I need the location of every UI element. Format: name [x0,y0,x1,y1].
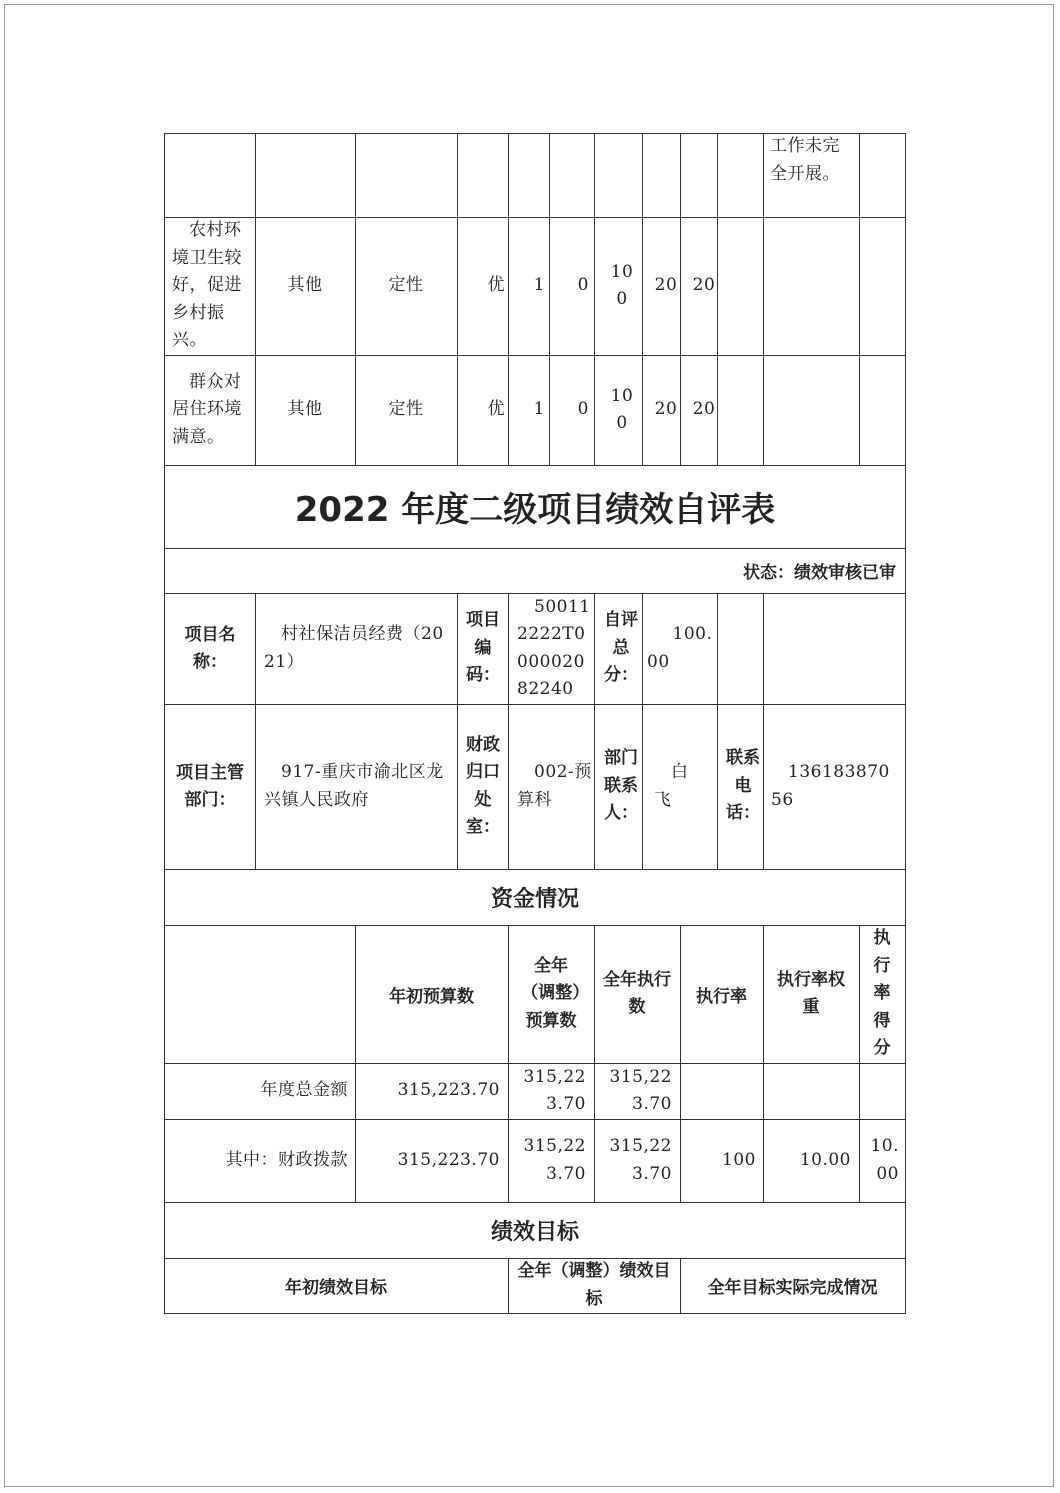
project-code-label: 项目编码： [466,610,500,686]
dept-label: 项目主管部门： [176,762,244,810]
goals-section-title: 绩效目标 [490,1219,579,1245]
funds-row-score: 10.00 [870,1136,899,1184]
funds-row-rate: 100 [722,1149,756,1170]
office-value: 002-预算科 [517,762,592,810]
funds-header-rate: 执行率 [696,986,747,1007]
indicator-col-1: 1 [533,275,545,296]
goals-header-initial: 年初绩效目标 [285,1278,387,1298]
goals-header-actual: 全年目标实际完成情况 [707,1278,878,1298]
funds-row-executed: 315,223.70 [609,1136,672,1184]
funds-header-adjusted: 全年（调整）预算数 [521,955,581,1031]
office-label: 财政归口处室： [466,734,500,837]
row0-remark [770,133,856,217]
funds-row-weight: 10.00 [799,1149,851,1170]
indicator-col-4: 20 [654,275,678,296]
indicator-col-5: 20 [692,275,716,296]
phone-label: 联系电话： [726,748,760,824]
funds-section-title: 资金情况 [490,886,579,912]
indicator-col-2: 0 [577,275,589,296]
funds-row-budget: 315,223.70 [397,1149,500,1170]
indicator-target: 优 [487,399,505,420]
funds-header-weight: 执行率权重 [777,969,845,1017]
indicator-type: 其他 [287,399,323,420]
indicator-name: 农村环境卫生较好，促进乡村振兴。 [172,220,242,351]
indicator-col-4: 20 [654,399,678,420]
page-title: 2022 年度二级项目绩效自评表 [294,490,776,530]
funds-row-budget: 315,223.70 [397,1080,500,1101]
indicator-target: 优 [487,275,505,296]
row0-remark-text: 工作未完全开展。 [770,136,840,184]
self-score-label: 自评总分： [604,610,638,686]
funds-row-label: 年度总金额 [260,1080,348,1101]
funds-header-score: 执行率得分 [873,928,891,1059]
indicator-col-2: 0 [577,399,589,420]
indicator-nature: 定性 [388,399,424,420]
dept-value: 917-重庆市渝北区龙兴镇人民政府 [264,762,444,810]
status-text: 状态：绩效审核已审 [743,563,896,583]
indicator-name: 群众对居住环境满意。 [172,371,242,447]
phone-value: 13618387056 [771,762,890,810]
indicator-type: 其他 [287,275,323,296]
project-code-value: 500112222T000002082240 [517,596,591,699]
indicator-col-3: 100 [610,261,634,309]
funds-row-adjusted: 315,223.70 [523,1066,586,1114]
funds-row-executed: 315,223.70 [609,1066,672,1114]
contact-value: 白飞 [654,762,689,810]
funds-row-label: 其中：财政拨款 [225,1149,348,1170]
indicator-col-5: 20 [692,399,716,420]
project-name-label: 项目名称： [184,624,236,672]
indicator-col-1: 1 [533,399,545,420]
funds-header-executed: 全年执行数 [603,969,671,1017]
indicator-nature: 定性 [388,275,424,296]
funds-row-adjusted: 315,223.70 [523,1136,586,1184]
project-name-value: 村社保洁员经费（2021） [264,624,444,672]
indicator-col-3: 100 [610,385,634,433]
contact-label: 部门联系人： [604,748,638,824]
goals-header-adjusted: 全年（调整）绩效目标 [517,1261,671,1309]
funds-header-budget: 年初预算数 [389,986,474,1007]
self-score-value: 100.00 [647,624,713,672]
